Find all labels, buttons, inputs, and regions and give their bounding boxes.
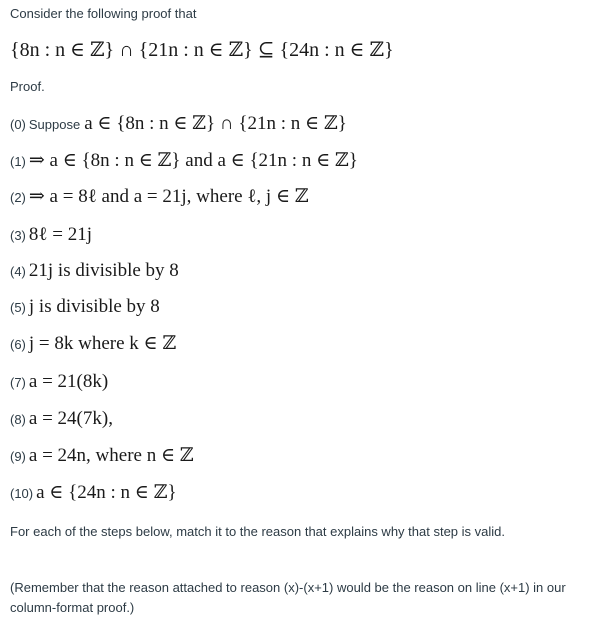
line-number: (8) [10, 412, 26, 427]
proof-line-0 [10, 113, 347, 136]
instructions-text: For each of the steps below, match it to the reason that explains why that step is valid. [10, 524, 505, 539]
intro-text: Consider the following proof that [10, 6, 197, 21]
proof-line-9 [10, 445, 194, 468]
line-number: (1) [10, 154, 26, 169]
line-expression: a ∈ {8n : n ∈ ℤ} ∩ {21n : n ∈ ℤ} [84, 113, 347, 134]
reminder-note: (Remember that the reason attached to reason (x)-(x+1) would be the reason on line (x+1) in our column-format proof.) [10, 580, 566, 615]
line-number: (4) [10, 264, 26, 279]
line-expression: a = 24(7k), [28, 408, 113, 429]
line-expression: j is divisible by 8 [28, 296, 160, 317]
proof-line-5 [10, 296, 160, 319]
line-expression: a = 24n, where n ∈ ℤ [28, 445, 194, 466]
line-number: (0) [10, 117, 26, 132]
proof-line-7 [10, 371, 108, 394]
proof-line-4 [10, 260, 179, 283]
line-expression: a = 21(8k) [28, 371, 109, 392]
line-expression: j = 8k where k ∈ ℤ [28, 333, 177, 354]
line-expression: ⇒ a = 8ℓ and a = 21j, where ℓ, j ∈ ℤ [28, 186, 309, 207]
line-expression: a ∈ {24n : n ∈ ℤ} [36, 482, 177, 503]
line-expression: 8ℓ = 21j [28, 224, 92, 245]
proof-line-6 [10, 333, 176, 356]
line-number: (9) [10, 449, 26, 464]
line-number: (6) [10, 337, 26, 352]
proof-line-10 [10, 482, 177, 505]
line-expression: ⇒ a ∈ {8n : n ∈ ℤ} and a ∈ {21n : n ∈ ℤ} [28, 150, 358, 171]
line-number: (10) [10, 486, 34, 501]
line-number: (5) [10, 300, 26, 315]
proof-line-3 [10, 224, 92, 247]
proof-line-8 [10, 408, 113, 431]
proof-line-1 [10, 150, 358, 173]
line-number: (3) [10, 228, 26, 243]
line-number: (2) [10, 190, 26, 205]
proof-line-2 [10, 186, 309, 209]
claim-statement: {8n : n ∈ ℤ} ∩ {21n : n ∈ ℤ} ⊆ {24n : n ∈ ℤ} [10, 39, 394, 61]
line-expression: 21j is divisible by 8 [28, 260, 179, 281]
proof-label: Proof. [10, 79, 45, 94]
line-lead: Suppose [28, 117, 81, 132]
line-number: (7) [10, 375, 26, 390]
